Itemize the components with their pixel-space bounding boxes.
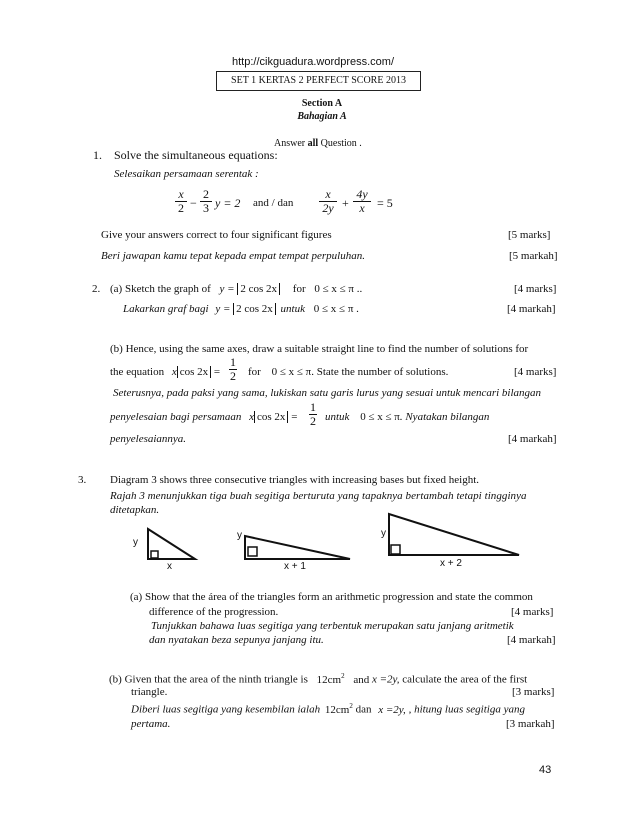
q3-b-line2: triangle. bbox=[131, 686, 168, 698]
page-number: 43 bbox=[539, 764, 552, 776]
q1-number: 1. bbox=[93, 148, 102, 162]
q2-b-eq-rest-ms: untuk 0 ≤ x ≤ π. Nyatakan bilangan bbox=[325, 411, 490, 423]
q1-marks-ms: [5 markah] bbox=[509, 250, 558, 262]
triangle-2-base-label: x + 1 bbox=[284, 561, 306, 572]
q2-b-eq-line: the equation x cos 2x = bbox=[110, 366, 221, 378]
q2-b-marks: [4 marks] bbox=[514, 366, 557, 378]
q2-a-marks-ms: [4 markah] bbox=[507, 303, 556, 315]
triangle-2 bbox=[245, 536, 350, 559]
q3-b-marks: [3 marks] bbox=[512, 686, 555, 698]
q1-eq2-frac2: 4y x bbox=[352, 188, 372, 215]
triangle-2-height-label: y bbox=[237, 530, 242, 541]
q2-b-line1-ms: Seterusnya, pada paksi yang sama, lukiskan satu garis lurus yang sesuai untuk mencari bilangan bbox=[113, 387, 542, 399]
q1-text-ms: Selesaikan persamaan serentak : bbox=[114, 168, 259, 180]
q3-a-ms-2: dan nyatakan beza sepunya janjang itu. bbox=[149, 634, 324, 646]
section-subtitle: Bahagian A bbox=[297, 111, 347, 122]
q2-b-eq-rest: for 0 ≤ x ≤ π. State the number of solutions. bbox=[248, 366, 449, 378]
q1-marks: [5 marks] bbox=[508, 229, 551, 241]
triangle-1 bbox=[148, 529, 195, 559]
section-title: Section A bbox=[301, 98, 343, 109]
q1-eq2-rest: = 5 bbox=[377, 196, 393, 210]
q1-eq2-frac1: x 2y bbox=[318, 188, 338, 215]
q3-a-marks: [4 marks] bbox=[511, 606, 554, 618]
q2-b-frac-ms: 1 2 bbox=[310, 400, 316, 428]
q1-instruction-ms: Beri jawapan kamu tepat kepada empat tempat perpuluhan. bbox=[101, 250, 365, 262]
header-url: http://cikguadura.wordpress.com/ bbox=[232, 56, 395, 68]
q2-a-line: (a) Sketch the graph of y = 2 cos 2x for 0 ≤ x ≤ π .. bbox=[110, 283, 363, 295]
q2-b-eq-line-ms: penyelesaian bagi persamaan x cos 2x = bbox=[110, 411, 298, 423]
q2-b-frac: 1 2 bbox=[230, 355, 236, 383]
q3-b-marks-ms: [3 markah] bbox=[506, 718, 555, 730]
q1-eq2-plus: + bbox=[342, 196, 349, 210]
q1-instruction: Give your answers correct to four significant figures bbox=[101, 229, 332, 241]
triangle-1-base-label: x bbox=[167, 561, 172, 572]
q2-a-line-ms: Lakarkan graf bagi y = 2 cos 2x untuk 0 ≤ x ≤ π . bbox=[123, 303, 359, 315]
q3-text: Diagram 3 shows three consecutive triangles with increasing bases but fixed height. bbox=[110, 474, 480, 486]
q3-text-ms-2: ditetapkan. bbox=[110, 504, 160, 516]
q1-and-text: and / dan bbox=[253, 197, 294, 209]
q3-a-marks-ms: [4 markah] bbox=[507, 634, 556, 646]
q2-b-line3-ms: penyelesaiannya. bbox=[110, 433, 187, 445]
q1-eq1-frac1: x 2 bbox=[174, 188, 188, 215]
triangle-3-base-label: x + 2 bbox=[440, 558, 462, 569]
triangle-3 bbox=[389, 514, 519, 555]
q3-a-line1: (a) Show that the área of the triangles form an arithmetic progression and state the common bbox=[130, 591, 533, 603]
section-instruction: Answer all Question . bbox=[274, 138, 362, 149]
q1-text: Solve the simultaneous equations: bbox=[114, 148, 278, 162]
q3-b-ms-line1: Diberi luas segitiga yang kesembilan ialah $12cm^2$ dan x =2y, , hitung luas segitiga yang bbox=[131, 702, 525, 716]
q2-b-marks-ms: [4 markah] bbox=[508, 433, 557, 445]
q3-text-ms-1: Rajah 3 menunjukkan tiga buah segitiga berturuta yang tapaknya bertambah tetapi tingginya bbox=[110, 490, 527, 502]
q2-number: 2. bbox=[92, 283, 101, 295]
q3-number: 3. bbox=[78, 474, 87, 486]
q3-b-line1: (b) Given that the area of the ninth triangle is $12cm^2$ and x =2y, calculate the area of the first bbox=[109, 672, 528, 686]
triangle-1-height-label: y bbox=[133, 537, 138, 548]
q2-b-line1: (b) Hence, using the same axes, draw a suitable straight line to find the number of solutions for bbox=[110, 343, 529, 355]
q3-a-ms-1: Tunjukkan bahawa luas segitiga yang terbentuk merupakan satu janjang aritmetik bbox=[151, 620, 514, 632]
header-title-box: SET 1 KERTAS 2 PERFECT SCORE 2013 bbox=[216, 71, 421, 91]
q2-a-marks: [4 marks] bbox=[514, 283, 557, 295]
q1-eq1-rest: y = 2 bbox=[215, 196, 241, 210]
triangle-3-height-label: y bbox=[381, 528, 386, 539]
q1-eq1-frac2: 2 3 bbox=[199, 188, 213, 215]
q3-a-line2: difference of the progression. bbox=[149, 606, 279, 618]
q1-eq1-minus: − bbox=[190, 196, 197, 210]
q3-b-ms-line2: pertama. bbox=[131, 718, 171, 730]
